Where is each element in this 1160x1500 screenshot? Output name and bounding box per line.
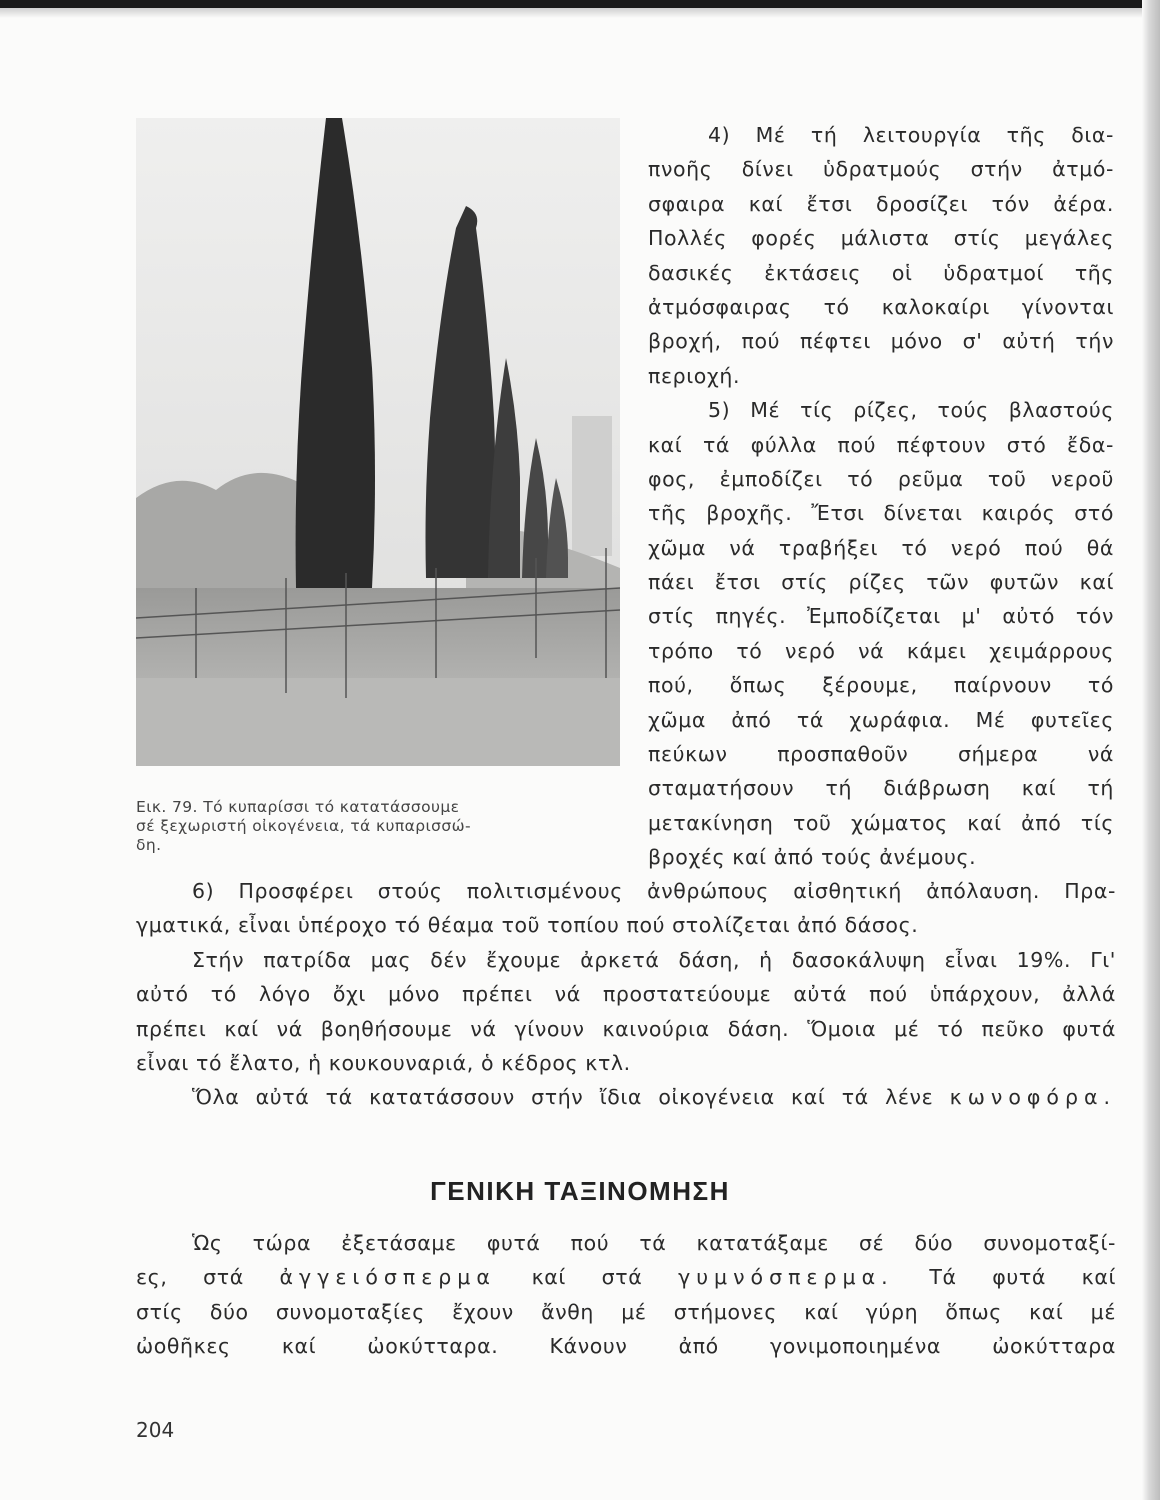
text-line: εἶναι τό ἔλατο, ἡ κουκουναριά, ὁ κέδρος κτλ.: [136, 1050, 631, 1075]
spaced-term: γυμνόσπερμα.: [678, 1265, 894, 1290]
text-line: βροχή, πού πέφτει μόνο σ' αὐτή τήν: [648, 329, 1114, 354]
text-line: ὠοθῆκες καί ὠοκύτταρα. Κάνουν ἀπό γονιμοποιημένα ὠοκύτταρα: [136, 1334, 1116, 1359]
spaced-term: ἀγγειόσπερμα: [279, 1265, 496, 1290]
cypress-photo: [136, 118, 620, 766]
text-line: καί τά φύλλα πού πέφτουν στό ἔδα-: [648, 432, 1114, 457]
text-line: μετακίνηση τοῦ χώματος καί ἀπό τίς: [648, 810, 1114, 835]
caption-line: σέ ξεχωριστή οἰκογένεια, τά κυπαρισσώ-: [136, 817, 471, 835]
text-line: στίς πηγές. Ἐμποδίζεται μ' αὐτό τόν: [648, 604, 1114, 629]
text-line-terms: [136, 1260, 1116, 1294]
text-line: δασικές ἐκτάσεις οἱ ὑδρατμοί τῆς: [648, 260, 1114, 285]
text-line: χῶμα ἀπό τά χωράφια. Μέ φυτεῖες: [648, 707, 1114, 732]
spaced-term: κωνοφόρα.: [949, 1085, 1116, 1110]
right-column-text: [648, 118, 1114, 875]
text-line: φος, ἐμποδίζει τό ρεῦμα τοῦ νεροῦ: [648, 466, 1114, 491]
text-line: 5) Μέ τίς ρίζες, τούς βλαστούς: [708, 398, 1114, 423]
text-line: πού, ὅπως ξέρουμε, παίρνουν τό: [648, 673, 1114, 698]
text-fragment: καί στά: [531, 1265, 643, 1290]
text-fragment: ες, στά: [136, 1265, 244, 1290]
text-line: πεύκων προσπαθοῦν σήμερα νά: [648, 742, 1114, 767]
caption-line: δη.: [136, 836, 162, 854]
text-line: πρέπει καί νά βοηθήσουμε νά γίνουν καινούρια δάση. Ὅμοια μέ τό πεῦκο φυτά: [136, 1016, 1116, 1041]
scan-top-shadow: [0, 8, 1160, 18]
section-heading: ΓΕΝΙΚΗ ΤΑΞΙΝΟΜΗΣΗ: [430, 1176, 730, 1206]
scan-top-border: [0, 0, 1160, 8]
full-width-text: [136, 874, 1116, 1115]
text-line: τρόπο τό νερό νά κάμει χειμάρρους: [648, 638, 1114, 663]
section-text: [136, 1226, 1116, 1364]
figure-caption: [136, 798, 596, 855]
text-line: περιοχή.: [648, 363, 741, 388]
text-line: στίς δύο συνομοταξίες ἔχουν ἄνθη μέ στήμονες καί γύρη ὅπως καί μέ: [136, 1299, 1116, 1324]
text-line: ἀτμόσφαιρας τό καλοκαίρι γίνονται: [648, 294, 1114, 319]
text-line: βροχές καί ἀπό τούς ἀνέμους.: [648, 845, 977, 870]
caption-line: Εικ. 79. Τό κυπαρίσσι τό κατατάσσουμε: [136, 798, 460, 816]
text-line: πνοῆς δίνει ὑδρατμούς στήν ἀτμό-: [648, 157, 1114, 182]
background-shrubs: [136, 473, 306, 588]
text-line: Πολλές φορές μάλιστα στίς μεγάλες: [648, 226, 1114, 251]
text-line-konofora: [136, 1080, 1116, 1114]
text-line: Ὡς τώρα ἐξετάσαμε φυτά πού τά κατατάξαμε σέ δύο συνομοταξί-: [192, 1231, 1116, 1255]
text-line: Στήν πατρίδα μας δέν ἔχουμε ἀρκετά δάση, ἡ δασοκάλυψη εἶναι 19%. Γι': [192, 947, 1116, 972]
text-line: πάει ἔτσι στίς ρίζες τῶν φυτῶν καί: [648, 570, 1114, 595]
text-line: 4) Μέ τή λειτουργία τῆς δια-: [708, 123, 1114, 147]
text-line: χῶμα νά τραβήξει τό νερό πού θά: [648, 535, 1114, 560]
page-number: 204: [136, 1418, 175, 1442]
text-line: σταματήσουν τή διάβρωση καί τή: [648, 776, 1114, 801]
text-line: σφαιρα καί ἔτσι δροσίζει τόν ἀέρα.: [648, 191, 1114, 216]
text-fragment: Τά φυτά καί: [929, 1265, 1116, 1290]
scan-right-edge: [1142, 0, 1160, 1500]
background-building: [572, 416, 612, 556]
text-line: γματικά, εἶναι ὑπέροχο τό θέαμα τοῦ τοπίου πού στολίζεται ἀπό δάσος.: [136, 913, 919, 938]
text-line: τῆς βροχῆς. Ἔτσι δίνεται καιρός στό: [648, 501, 1114, 526]
text-line: 6) Προσφέρει στούς πολιτισμένους ἀνθρώπους αἰσθητική ἀπόλαυση. Πρα-: [192, 879, 1116, 903]
text-line-prefix: Ὅλα αὐτά τά κατατάσσουν στήν ἴδια οἰκογένεια καί τά λένε: [192, 1085, 934, 1110]
text-line: αὐτό τό λόγο ὄχι μόνο πρέπει νά προστατεύουμε αὐτά πού ὑπάρχουν, ἀλλά: [136, 982, 1116, 1007]
